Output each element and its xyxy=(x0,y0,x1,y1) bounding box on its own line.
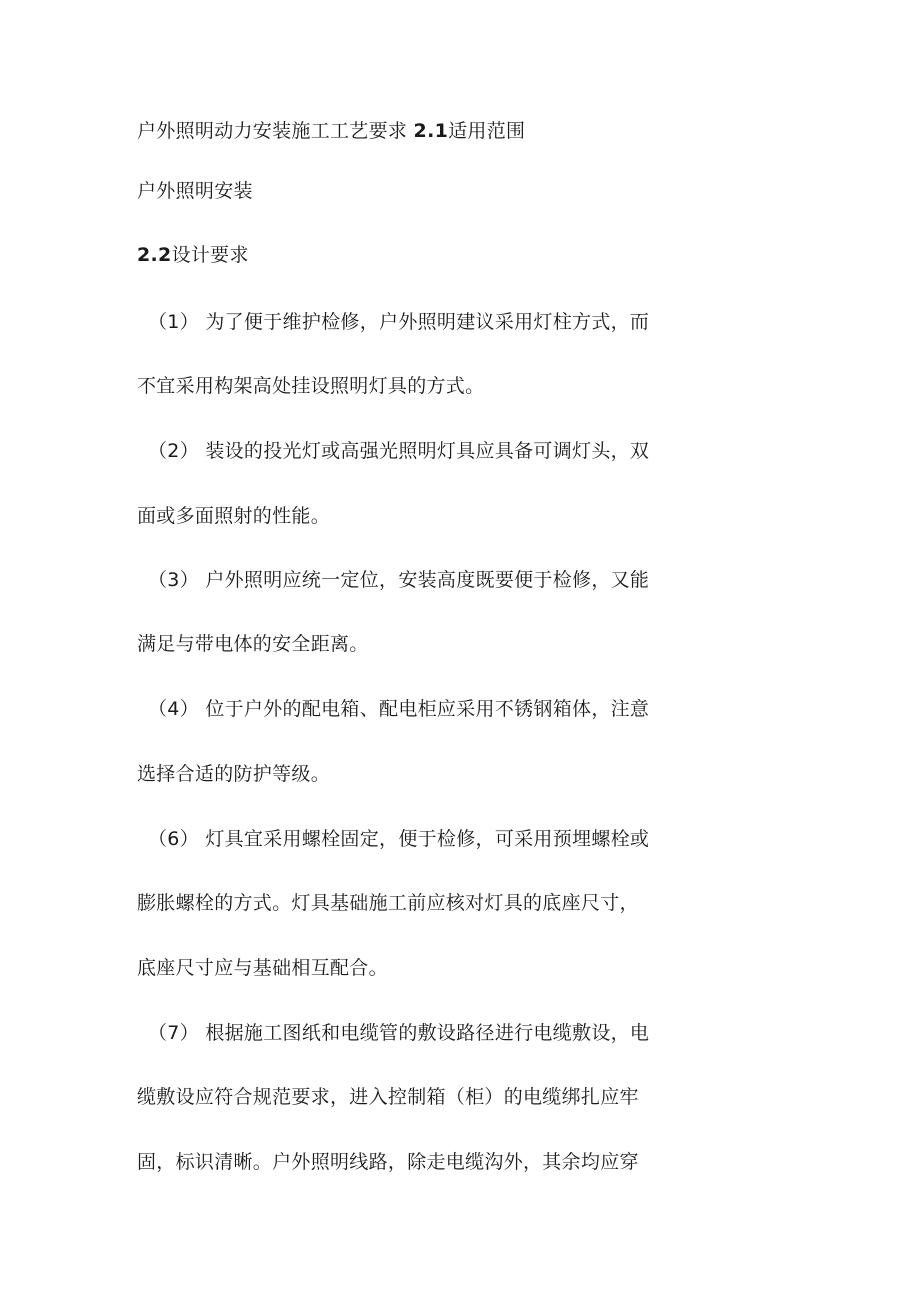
section-number-2-1: 2.1 xyxy=(413,120,449,142)
item-4-line-1 xyxy=(148,697,649,721)
item-3-line-2 xyxy=(137,632,369,656)
paragraph-text: （6） 灯具宜采用螺栓固定，便于检修，可采用预埋螺栓或 xyxy=(148,828,650,850)
paragraph-text: 面或多面照射的性能。 xyxy=(137,505,331,527)
paragraph-text: （2） 装设的投光灯或高强光照明灯具应具备可调灯头，双 xyxy=(148,440,650,462)
paragraph-text: 选择合适的防护等级。 xyxy=(137,763,331,785)
item-2-line-1 xyxy=(148,439,649,463)
paragraph-text: 固，标识清晰。户外照明线路，除走电缆沟外，其余均应穿 xyxy=(137,1151,639,1173)
paragraph-text: 不宜采用构架高处挂设照明灯具的方式。 xyxy=(137,375,485,397)
paragraph-text: 膨胀螺栓的方式。灯具基础施工前应核对灯具的底座尺寸， xyxy=(137,892,639,914)
paragraph-text: 满足与带电体的安全距离。 xyxy=(137,633,369,655)
paragraph-text: 缆敷设应符合规范要求，进入控制箱（柜）的电缆绑扎应牢 xyxy=(137,1086,639,1108)
item-1-line-2 xyxy=(137,374,484,398)
item-7-line-1 xyxy=(148,1021,649,1045)
item-6-line-3 xyxy=(137,956,388,980)
item-6-line-1 xyxy=(148,827,649,851)
paragraph-text: 底座尺寸应与基础相互配合。 xyxy=(137,957,388,979)
title-text: 户外照明动力安装施工工艺要求 xyxy=(137,120,414,142)
item-3-line-1 xyxy=(148,568,649,592)
paragraph-text: （4） 位于户外的配电箱、配电柜应采用不锈钢箱体，注意 xyxy=(148,698,650,720)
heading-line-title xyxy=(137,119,525,143)
item-7-line-3 xyxy=(137,1150,639,1174)
item-1-line-1 xyxy=(148,310,649,334)
item-7-line-2 xyxy=(137,1085,639,1109)
item-6-line-2 xyxy=(137,891,639,915)
section-number-2-2: 2.2 xyxy=(137,244,172,266)
scope-text xyxy=(137,179,253,203)
heading-line-design xyxy=(137,243,249,267)
paragraph-text: （3） 户外照明应统一定位，安装高度既要便于检修，又能 xyxy=(148,569,650,591)
section-heading-design: 设计要求 xyxy=(171,244,249,266)
paragraph-text: （1） 为了便于维护检修，户外照明建议采用灯柱方式，而 xyxy=(148,311,650,333)
paragraph-text: （7） 根据施工图纸和电缆管的敷设路径进行电缆敷设，电 xyxy=(148,1022,650,1044)
item-2-line-2 xyxy=(137,504,330,528)
item-4-line-2 xyxy=(137,762,330,786)
scope-text-content: 户外照明安装 xyxy=(137,180,253,202)
section-heading-scope: 适用范围 xyxy=(448,120,526,142)
